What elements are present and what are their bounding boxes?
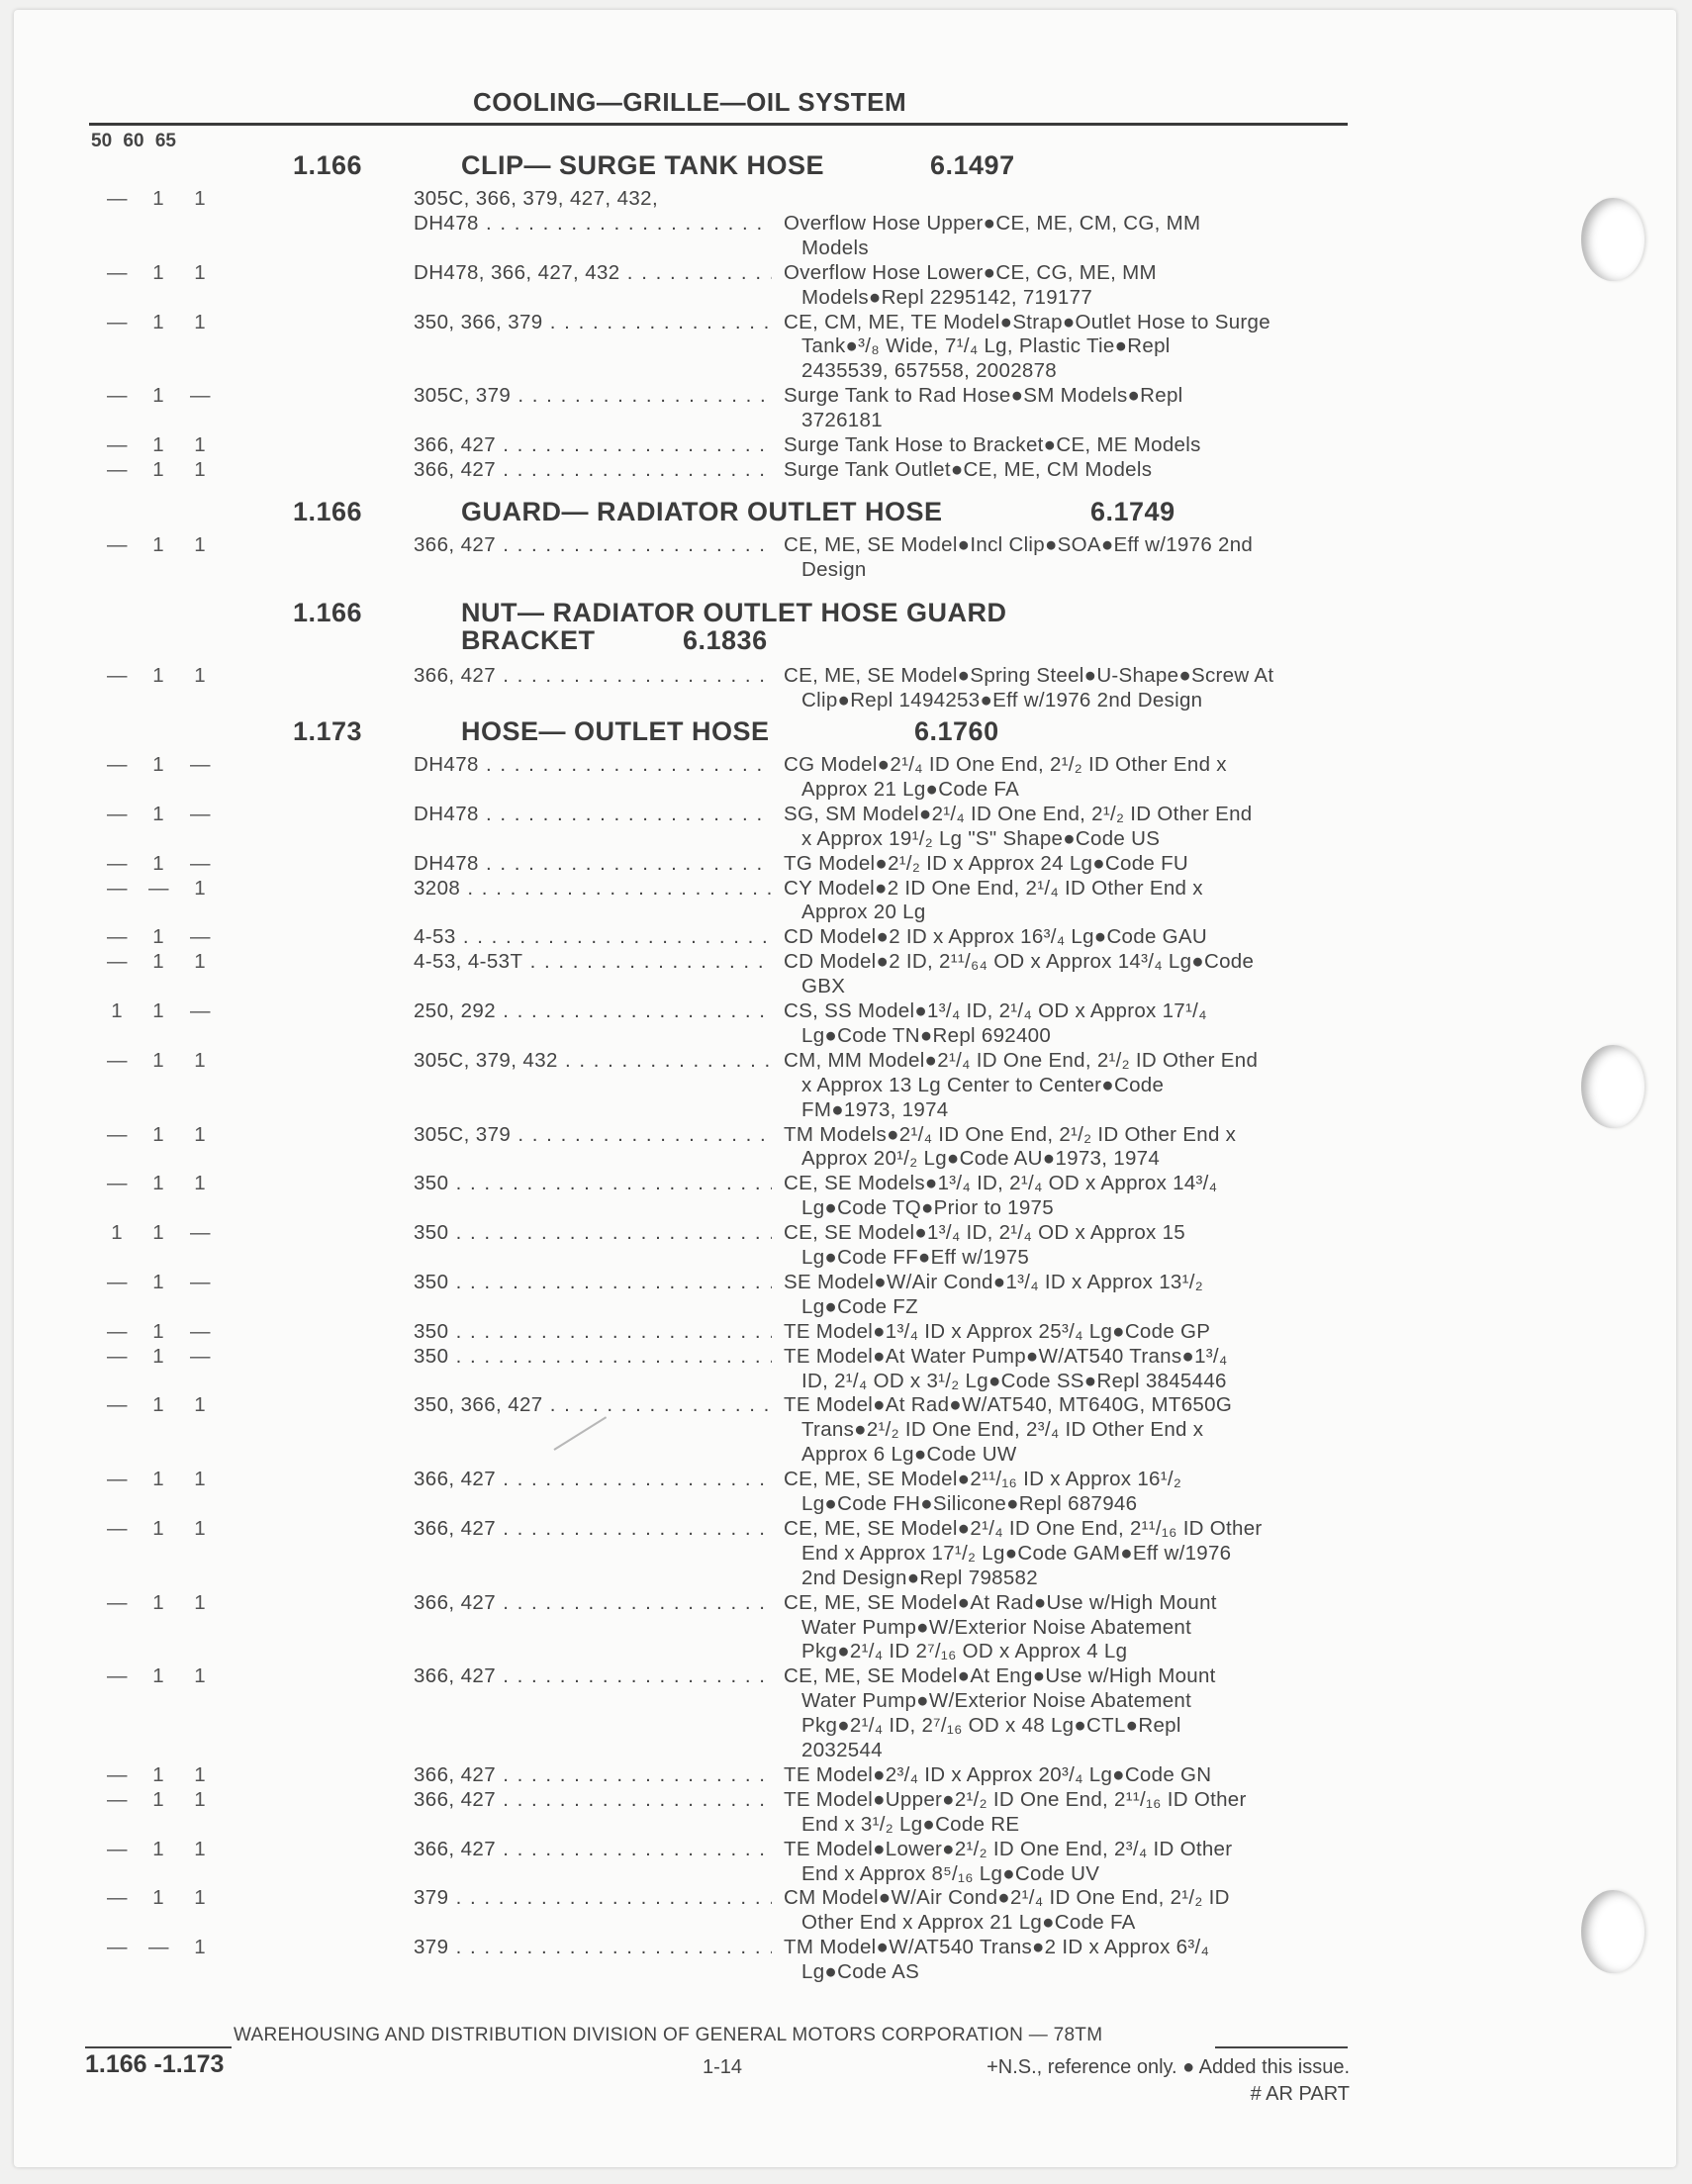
qty-50-series: — — [107, 1762, 128, 1786]
model-list — [414, 1590, 772, 1615]
qty-60-series: 1 — [152, 1221, 164, 1245]
qty-50-series: — — [107, 1319, 128, 1343]
qty-50-series: — — [107, 1048, 128, 1072]
part-description: TG Model●2¹/₂ ID x Approx 24 Lg●Code FU — [784, 851, 1189, 875]
model-list-text: 366, 427 — [414, 1590, 496, 1614]
qty-65-series: 1 — [194, 1393, 206, 1417]
qty-65-series: 1 — [194, 260, 206, 284]
part-description: TE Model●At Rad●W/AT540, MT640G, MT650G — [784, 1393, 1233, 1417]
qty-50-series: — — [107, 664, 128, 687]
model-list — [414, 1171, 772, 1195]
qty-60-series: 1 — [152, 1048, 164, 1072]
model-list — [414, 1392, 772, 1417]
footer-rule-right — [1215, 2046, 1348, 2048]
qty-60-series: — — [148, 876, 169, 900]
qty-65-series: — — [190, 851, 211, 875]
qty-60-series: 1 — [152, 1393, 164, 1417]
qty-50-series: — — [107, 384, 128, 408]
model-list — [414, 1344, 772, 1369]
qty-50-series: — — [107, 433, 128, 456]
part-description: CE, CM, ME, TE Model●Strap●Outlet Hose to Surge — [784, 310, 1270, 333]
part-description: Water Pump●W/Exterior Noise Abatement — [801, 1689, 1192, 1713]
qty-50-series: — — [107, 1516, 128, 1540]
model-list — [414, 924, 772, 949]
part-description: Pkg●2¹/₄ ID, 2⁷/₁₆ OD x 48 Lg●CTL●Repl — [801, 1714, 1181, 1738]
model-list-text: 366, 427 — [414, 433, 496, 456]
part-description: TE Model●Upper●2¹/₂ ID One End, 2¹¹/₁₆ ID Other — [784, 1787, 1247, 1811]
part-description: Pkg●2¹/₄ ID 2⁷/₁₆ OD x Approx 4 Lg — [801, 1640, 1128, 1663]
model-list-text: DH478 — [414, 851, 479, 875]
qty-50-series: — — [107, 802, 128, 825]
part-description: 2nd Design●Repl 798582 — [801, 1566, 1038, 1589]
model-list-text: 305C, 379 — [414, 384, 512, 408]
part-description: TM Model●W/AT540 Trans●2 ID x Approx 6³/₄ — [784, 1936, 1210, 1959]
model-list-text: 305C, 366, 379, 427, 432, — [414, 187, 659, 210]
qty-65-series: 1 — [194, 950, 206, 974]
qty-65-series: 1 — [194, 1664, 206, 1688]
qty-60-series: 1 — [152, 533, 164, 556]
part-description: CD Model●2 ID x Approx 16³/₄ Lg●Code GAU — [784, 925, 1207, 949]
part-description: Models●Repl 2295142, 719177 — [801, 285, 1093, 309]
part-description: CS, SS Model●1³/₄ ID, 2¹/₄ OD x Approx 17¹/₄ — [784, 999, 1207, 1022]
qty-65-series: 1 — [194, 533, 206, 556]
qty-65-series: 1 — [194, 433, 206, 456]
qty-65-series: — — [190, 1270, 211, 1293]
model-list-text: 350, 366, 379 — [414, 310, 543, 333]
qty-65-series: 1 — [194, 1837, 206, 1860]
part-description: CD Model●2 ID, 2¹¹/₆₄ OD x Approx 14³/₄ Lg●Code — [784, 950, 1255, 974]
model-list — [414, 752, 772, 777]
model-list-text: 366, 427 — [414, 1664, 496, 1688]
qty-50-series: — — [107, 1344, 128, 1368]
footer-item-range: 1.166 -1.173 — [85, 2050, 225, 2078]
model-list — [414, 532, 772, 557]
model-list-text: 305C, 379 — [414, 1122, 512, 1146]
model-list — [414, 802, 772, 826]
part-description: TE Model●Lower●2¹/₂ ID One End, 2³/₄ ID Other — [784, 1837, 1233, 1860]
qty-65-series: 1 — [194, 1787, 206, 1811]
page-title: COOLING—GRILLE—OIL SYSTEM — [473, 87, 907, 117]
qty-60-series: 1 — [152, 802, 164, 825]
model-list-text: 366, 427 — [414, 533, 496, 556]
part-description: CE, ME, SE Model●2¹¹/₁₆ ID x Approx 16¹/₂ — [784, 1468, 1182, 1491]
footer-legend-line1: +N.S., reference only. ● Added this issue. — [987, 2056, 1350, 2078]
model-list — [414, 1762, 772, 1787]
qty-65-series: 1 — [194, 664, 206, 687]
qty-60-series: 1 — [152, 310, 164, 333]
qty-60-series: 1 — [152, 433, 164, 456]
qty-60-series: 1 — [152, 925, 164, 949]
qty-50-series: — — [107, 925, 128, 949]
model-list-text: 350 — [414, 1344, 449, 1368]
model-list — [414, 1319, 772, 1344]
qty-60-series: 1 — [152, 457, 164, 481]
qty-60-series: 1 — [152, 384, 164, 408]
qty-60-series: 1 — [152, 1319, 164, 1343]
binder-hole-top — [1581, 198, 1645, 281]
qty-60-series: 1 — [152, 1664, 164, 1688]
model-list — [414, 1935, 772, 1959]
qty-50-series: — — [107, 1172, 128, 1195]
qty-65-series: 1 — [194, 1590, 206, 1614]
qty-65-series: 1 — [194, 1048, 206, 1072]
qty-60-series: 1 — [152, 1787, 164, 1811]
part-description: Approx 6 Lg●Code UW — [801, 1443, 1017, 1467]
model-list — [414, 1270, 772, 1294]
part-description: Other End x Approx 21 Lg●Code FA — [801, 1911, 1136, 1935]
part-description: CE, SE Models●1³/₄ ID, 2¹/₄ OD x Approx 14³/₄ — [784, 1172, 1218, 1195]
qty-60-series: 1 — [152, 664, 164, 687]
part-description: Overflow Hose Upper●CE, ME, CM, CG, MM — [784, 211, 1201, 235]
qty-50-series: — — [107, 876, 128, 900]
model-list-text: 350 — [414, 1172, 449, 1195]
binder-hole-bottom — [1581, 1890, 1645, 1973]
quantity-column-header: 50 60 65 — [91, 131, 176, 151]
qty-50-series: — — [107, 1936, 128, 1959]
footer-legend-line2: # AR PART — [1250, 2083, 1350, 2105]
part-description: CE, ME, SE Model●At Eng●Use w/High Mount — [784, 1664, 1216, 1688]
qty-60-series: — — [148, 1936, 169, 1959]
section-code: 6.1749 — [1090, 497, 1175, 526]
qty-65-series: — — [190, 802, 211, 825]
qty-50-series: — — [107, 1270, 128, 1293]
model-list — [414, 1885, 772, 1910]
qty-50-series: — — [107, 533, 128, 556]
qty-50-series: — — [107, 310, 128, 333]
model-list-text: 305C, 379, 432 — [414, 1048, 558, 1072]
part-description: Models — [801, 236, 869, 259]
footer-division-text: WAREHOUSING AND DISTRIBUTION DIVISION OF GENERAL MOTORS CORPORATION — 78TM — [234, 2025, 1103, 2045]
qty-60-series: 1 — [152, 1122, 164, 1146]
model-list-text: 350 — [414, 1221, 449, 1245]
part-description: Surge Tank Hose to Bracket●CE, ME Models — [784, 433, 1201, 456]
part-description: SE Model●W/Air Cond●1³/₄ ID x Approx 13¹/₂ — [784, 1270, 1203, 1293]
model-list-text: 350, 366, 427 — [414, 1393, 543, 1417]
qty-60-series: 1 — [152, 187, 164, 210]
part-description: End x Approx 8⁵/₁₆ Lg●Code UV — [801, 1861, 1100, 1885]
qty-65-series: 1 — [194, 457, 206, 481]
section-name: CLIP— SURGE TANK HOSE — [461, 150, 825, 180]
qty-50-series: — — [107, 260, 128, 284]
qty-65-series: 1 — [194, 1762, 206, 1786]
model-list-text: 366, 427 — [414, 1468, 496, 1491]
qty-50-series: — — [107, 1837, 128, 1860]
qty-60-series: 1 — [152, 1516, 164, 1540]
part-description: Approx 20 Lg — [801, 901, 926, 924]
part-description: Water Pump●W/Exterior Noise Abatement — [801, 1615, 1192, 1639]
qty-50-series: — — [107, 1590, 128, 1614]
qty-65-series: — — [190, 1344, 211, 1368]
qty-50-series: 1 — [111, 1221, 123, 1245]
section-name: NUT— RADIATOR OUTLET HOSE GUARD — [461, 598, 1007, 627]
part-description: CE, ME, SE Model●Spring Steel●U-Shape●Screw At — [784, 664, 1274, 687]
model-list — [414, 851, 772, 876]
model-list-text: 379 — [414, 1936, 449, 1959]
qty-65-series: — — [190, 999, 211, 1022]
qty-50-series: — — [107, 457, 128, 481]
model-list — [414, 1516, 772, 1541]
qty-65-series: 1 — [194, 1122, 206, 1146]
model-list-text: DH478 — [414, 211, 479, 235]
part-description: End x 3¹/₂ Lg●Code RE — [801, 1812, 1020, 1836]
section-code: 6.1497 — [930, 150, 1015, 180]
section-name: BRACKET — [461, 625, 596, 655]
qty-60-series: 1 — [152, 260, 164, 284]
model-list — [414, 1467, 772, 1491]
part-description: CE, ME, SE Model●2¹/₄ ID One End, 2¹¹/₁₆ ID Other — [784, 1516, 1263, 1540]
model-list-text: DH478, 366, 427, 432 — [414, 260, 620, 284]
part-description: TE Model●1³/₄ ID x Approx 25³/₄ Lg●Code GP — [784, 1319, 1211, 1343]
part-description: Design — [801, 557, 867, 581]
model-list — [414, 383, 772, 408]
part-description: Clip●Repl 1494253●Eff w/1976 2nd Design — [801, 688, 1203, 712]
model-list — [414, 876, 772, 901]
qty-65-series: 1 — [194, 310, 206, 333]
qty-65-series: 1 — [194, 1468, 206, 1491]
part-description: Lg●Code FZ — [801, 1294, 918, 1318]
qty-65-series: 1 — [194, 876, 206, 900]
qty-60-series: 1 — [152, 1886, 164, 1910]
qty-65-series: 1 — [194, 1172, 206, 1195]
part-description: Surge Tank Outlet●CE, ME, CM Models — [784, 457, 1153, 481]
part-description: Lg●Code FH●Silicone●Repl 687946 — [801, 1492, 1138, 1515]
model-list — [414, 1220, 772, 1245]
qty-65-series: 1 — [194, 1516, 206, 1540]
qty-60-series: 1 — [152, 950, 164, 974]
model-list — [414, 186, 772, 211]
section-code: 6.1836 — [683, 625, 768, 655]
part-description: x Approx 19¹/₂ Lg "S" Shape●Code US — [801, 826, 1161, 850]
model-list-text: 366, 427 — [414, 1762, 496, 1786]
part-description: 2032544 — [801, 1739, 883, 1761]
title-rule — [89, 123, 1348, 126]
qty-60-series: 1 — [152, 1762, 164, 1786]
part-description: CM, MM Model●2¹/₄ ID One End, 2¹/₂ ID Other End — [784, 1048, 1259, 1072]
part-description: End x Approx 17¹/₂ Lg●Code GAM●Eff w/1976 — [801, 1541, 1232, 1565]
model-list — [414, 211, 772, 236]
qty-50-series: — — [107, 187, 128, 210]
qty-60-series: 1 — [152, 1837, 164, 1860]
section-number: 1.166 — [293, 497, 363, 526]
model-list-text: 366, 427 — [414, 457, 496, 481]
part-description: TE Model●At Water Pump●W/AT540 Trans●1³/₄ — [784, 1344, 1228, 1368]
qty-65-series: — — [190, 384, 211, 408]
model-list-text: 366, 427 — [414, 1787, 496, 1811]
model-list-text: 350 — [414, 1270, 449, 1293]
part-description: SG, SM Model●2¹/₄ ID One End, 2¹/₂ ID Other End — [784, 802, 1253, 825]
qty-60-series: 1 — [152, 1590, 164, 1614]
qty-65-series: 1 — [194, 187, 206, 210]
model-list — [414, 1122, 772, 1147]
model-list-text: DH478 — [414, 802, 479, 825]
qty-65-series: 1 — [194, 1886, 206, 1910]
qty-50-series: — — [107, 1787, 128, 1811]
footer-legend — [987, 2054, 1350, 2108]
part-description: GBX — [801, 975, 846, 998]
model-list — [414, 432, 772, 457]
model-list — [414, 1663, 772, 1688]
part-description: Lg●Code TQ●Prior to 1975 — [801, 1196, 1054, 1220]
qty-50-series: — — [107, 950, 128, 974]
part-description: Overflow Hose Lower●CE, CG, ME, MM — [784, 260, 1157, 284]
part-description: Lg●Code TN●Repl 692400 — [801, 1023, 1052, 1047]
part-description: Trans●2¹/₂ ID One End, 2³/₄ ID Other End x — [801, 1418, 1204, 1442]
model-list-text: DH478 — [414, 753, 479, 776]
qty-60-series: 1 — [152, 851, 164, 875]
qty-50-series: — — [107, 1664, 128, 1688]
model-list — [414, 1048, 772, 1073]
section-number: 1.173 — [293, 716, 363, 746]
qty-60-series: 1 — [152, 1468, 164, 1491]
model-list-text: 379 — [414, 1886, 449, 1910]
part-description: TM Models●2¹/₄ ID One End, 2¹/₂ ID Other End x — [784, 1122, 1237, 1146]
model-list — [414, 949, 772, 974]
part-description: CE, ME, SE Model●At Rad●Use w/High Mount — [784, 1590, 1217, 1614]
qty-60-series: 1 — [152, 999, 164, 1022]
part-description: x Approx 13 Lg Center to Center●Code — [801, 1073, 1165, 1096]
qty-60-series: 1 — [152, 1344, 164, 1368]
qty-65-series: 1 — [194, 1936, 206, 1959]
qty-65-series: — — [190, 1319, 211, 1343]
part-description: Lg●Code AS — [801, 1960, 920, 1984]
model-list-text: 366, 427 — [414, 1837, 496, 1860]
model-list — [414, 998, 772, 1023]
binder-hole-middle — [1581, 1045, 1645, 1128]
model-list — [414, 457, 772, 482]
qty-65-series: — — [190, 1221, 211, 1245]
part-description: Approx 21 Lg●Code FA — [801, 777, 1020, 801]
model-list — [414, 663, 772, 688]
part-description: CY Model●2 ID One End, 2¹/₄ ID Other End x — [784, 876, 1203, 900]
part-description: 3726181 — [801, 409, 883, 432]
qty-60-series: 1 — [152, 753, 164, 776]
qty-50-series: — — [107, 1886, 128, 1910]
model-list-text: 250, 292 — [414, 999, 496, 1022]
part-description: CG Model●2¹/₄ ID One End, 2¹/₂ ID Other End x — [784, 753, 1227, 776]
qty-65-series: — — [190, 925, 211, 949]
model-list-text: 366, 427 — [414, 1516, 496, 1540]
part-description: CE, SE Model●1³/₄ ID, 2¹/₄ OD x Approx 15 — [784, 1221, 1186, 1245]
model-list-text: 4-53, 4-53T — [414, 950, 523, 974]
section-name: GUARD— RADIATOR OUTLET HOSE — [461, 497, 943, 526]
page-number: 1-14 — [703, 2056, 743, 2078]
model-list-text: 3208 — [414, 876, 461, 900]
model-list-text: 350 — [414, 1319, 449, 1343]
model-list-text: 366, 427 — [414, 664, 496, 687]
qty-60-series: 1 — [152, 1172, 164, 1195]
part-description: Tank●³/₈ Wide, 7¹/₄ Lg, Plastic Tie●Repl — [801, 334, 1171, 358]
part-description: ID, 2¹/₄ OD x 3¹/₂ Lg●Code SS●Repl 3845446 — [801, 1369, 1227, 1392]
model-list — [414, 310, 772, 334]
qty-50-series: — — [107, 753, 128, 776]
part-description: Lg●Code FF●Eff w/1975 — [801, 1246, 1030, 1269]
qty-65-series: — — [190, 753, 211, 776]
model-list — [414, 1837, 772, 1861]
part-description: 2435539, 657558, 2002878 — [801, 359, 1058, 383]
section-code: 6.1760 — [914, 716, 999, 746]
qty-50-series: 1 — [111, 999, 123, 1022]
qty-50-series: — — [107, 1393, 128, 1417]
part-description: CM Model●W/Air Cond●2¹/₄ ID One End, 2¹/₂ ID — [784, 1886, 1230, 1910]
model-list-text: 4-53 — [414, 925, 456, 949]
qty-50-series: — — [107, 1122, 128, 1146]
footer-rule-left — [85, 2046, 232, 2048]
section-number: 1.166 — [293, 598, 363, 627]
part-description: CE, ME, SE Model●Incl Clip●SOA●Eff w/1976 2nd — [784, 533, 1254, 556]
part-description: Approx 20¹/₂ Lg●Code AU●1973, 1974 — [801, 1147, 1161, 1171]
qty-50-series: — — [107, 851, 128, 875]
part-description: TE Model●2³/₄ ID x Approx 20³/₄ Lg●Code GN — [784, 1762, 1212, 1786]
model-list — [414, 260, 772, 285]
model-list — [414, 1787, 772, 1812]
part-description: FM●1973, 1974 — [801, 1097, 949, 1121]
qty-50-series: — — [107, 1468, 128, 1491]
qty-60-series: 1 — [152, 1270, 164, 1293]
section-number: 1.166 — [293, 150, 363, 180]
section-name: HOSE— OUTLET HOSE — [461, 716, 770, 746]
part-description: Surge Tank to Rad Hose●SM Models●Repl — [784, 384, 1183, 408]
